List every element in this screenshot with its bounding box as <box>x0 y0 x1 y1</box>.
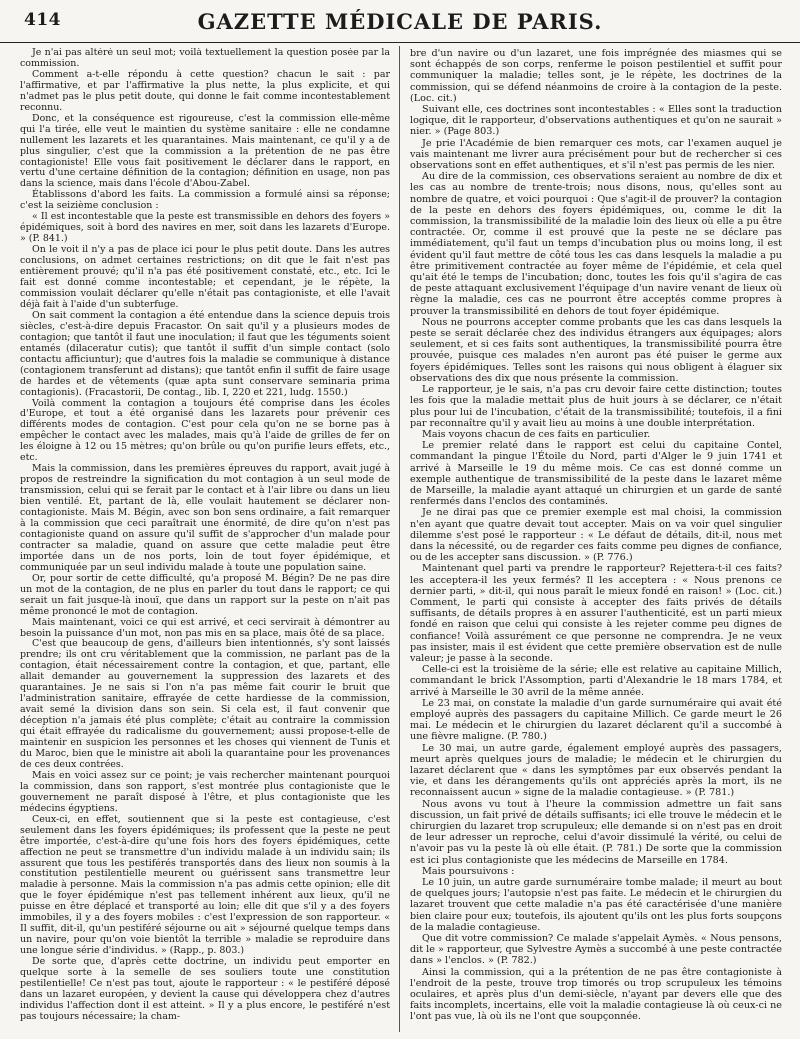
left-column <box>20 48 390 1032</box>
paragraph: Maintenant quel parti va prendre le rapporteur? Rejettera-t-il ces faits? les acceptera-il les yeux fermés? Il les acceptera : « Nous prenons ce dernier parti, » dit-il, qui nous paraît le mieux fondé en raison! » (Loc. cit.) Comment, le parti qui consiste à accepter des faits privés de détails suffisants, de détails propres à en assurer l'authenticité, est un parti mieux fondé en raison que celui qui consiste à les rejeter comme peu dignes de confiance! Voilà assurément ce que personne ne comprendra. Je ne veux pas insister, mais il est évident que cette première observation est de nulle valeur; je passe à la seconde. <box>410 563 782 664</box>
paragraph: De sorte que, d'après cette doctrine, un individu peut emporter en quelque sorte à la semelle de ses souliers toute une constitution pestilentielle! Ce n'est pas tout, ajoute le rapporteur : « le pestiféré déposé dans un lazaret européen, y devient la cause qui développera chez d'autres individus l'affection dont il est atteint. » Il y a plus encore, le pestiféré n'est pas toujours nécessaire; la cham- <box>20 956 390 1022</box>
journal-title: GAZETTE MÉDICALE DE PARIS. <box>197 9 603 34</box>
column-divider <box>399 46 400 1032</box>
paragraph: Le 10 juin, un autre garde surnuméraire tombe malade; il meurt au bout de quelques jours; l'autopsie n'est pas faite. Le médecin et le chirurgien du lazaret trouvent que cette maladie n'a pas été caractérisée d'une manière bien claire pour eux; toutefois, ils ajoutent qu'ils ont les plus forts soupçons de la maladie contagieuse. <box>410 877 782 933</box>
paragraph: Le rapporteur, je le sais, n'a pas cru devoir faire cette distinction; toutes les fois que la maladie mettait plus de huit jours à se déclarer, ce n'était plus pour lui de l'incubation, c'était de la transmissibilité; toutefois, il a fini par reconnaître qu'il y avait lieu au moins à une double interprétation. <box>410 384 782 429</box>
paragraph: On sait comment la contagion a été entendue dans la science depuis trois siècles, c'est-à-dire depuis Fracastor. On sait qu'il y a plusieurs modes de contagion; que tantôt il faut une inoculation; il faut que les téguments soient entamés (dilaceratur cutis); que tantôt il suffit d'un simple contact (solo contactu afficiuntur); que d'autres fois la maladie se communique à distance (contagionem transferunt ad distans); que tantôt enfin il suffit de faire usage de hardes et de vêtements (quæ apta sunt conservare seminaria prima contagionis). (Fracastorii, De contag., lib. I, 220 et 221, ludg. 1550.) <box>20 309 390 398</box>
paragraph: Le 23 mai, on constate la maladie d'un garde surnuméraire qui avait été employé auprès des passagers du capitaine Millich. Ce garde meurt le 26 mai. Le médecin et le chirurgien du lazaret déclarent qu'il a succombé à une fièvre maligne. (P. 780.) <box>410 697 782 743</box>
paragraph: Que dit votre commission? Ce malade s'appelait Aymès. « Nous pensons, dit le » rapporteur, que Sylvestre Aymès a succombé à une peste contractée dans » l'enclos. » (P. 782.) <box>410 933 782 967</box>
paragraph: Comment a-t-elle répondu à cette question? chacun le sait : par l'affirmative, et par l'affirmative la plus nette, la plus explicite, et qui n'admet pas le plus petit doute, qui donne le fait comme incontestablement reconnu. <box>20 68 390 113</box>
paragraph: bre d'un navire ou d'un lazaret, une fois imprégnée des miasmes qui se sont échappés de son corps, renferme le poison pestilentiel et suffit pour communiquer la maladie; telles sont, je le répète, les doctrines de la commission, qui se défend néanmoins de croire à la contagion de la peste. (Loc. cit.) <box>410 48 782 104</box>
paragraph: Nous ne pourrons accepter comme probants que les cas dans lesquels la peste se serait déclarée chez des individus étrangers aux équipages; alors seulement, et si ces faits sont authentiques, la transmissibilité pourra être prouvée, puisque ces malades n'en auront pas été puiser le germe aux foyers épidémiques. Telles sont les raisons qui nous obligent à élaguer six observations des dix que nous présente la commission. <box>410 316 782 384</box>
paragraph: Le premier relaté dans le rapport est celui du capitaine Contel, commandant la pingue l'Étoile du Nord, parti d'Alger le 9 juin 1741 et arrivé à Marseille le 19 du même mois. Ce cas est donné comme un exemple authentique de transmissibilité de la peste dans le lazaret même de Marseille, la maladie ayant attaqué un chirurgien et un garde de santé renfermés dans l'enclos des contaminés. <box>410 440 782 508</box>
paragraph: Je prie l'Académie de bien remarquer ces mots, car l'examen auquel je vais maintenant me livrer aura précisément pour but de rechercher si ces observations sont en effet authentiques, et s'il n'est pas permis de les nier. <box>410 137 782 172</box>
paragraph: Je n'ai pas altéré un seul mot; voilà textuellement la question posée par la commission. <box>20 48 390 69</box>
paragraph: Or, pour sortir de cette difficulté, qu'a proposé M. Bégin? De ne pas dire un mot de la contagion, de ne plus en parler du tout dans le rapport; ce qui serait un fait jusque-là inouï, que dans un rapport sur la peste on n'ait pas même prononcé le mot de contagion. <box>20 572 390 617</box>
paragraph: Le 30 mai, un autre garde, également employé auprès des passagers, meurt après quelques jours de maladie; le médecin et le chirurgien du lazaret déclarent que « dans les symptômes par eux observés pendant la vie, et dans les dérangements qu'ils ont appréciés après la mort, ils ne reconnaissent aucun » signe de la maladie contagieuse. » (P. 781.) <box>410 742 782 799</box>
paragraph: Mais maintenant, voici ce qui est arrivé, et ceci servirait à démontrer au besoin la puissance d'un mot, non pas mis en sa place, mais ôté de sa place. <box>20 616 390 639</box>
paragraph: Donc, et la conséquence est rigoureuse, c'est la commission elle-même qui l'a tirée, elle veut le maintien du système sanitaire : elle ne condamne nullement les lazarets et les quarantaines. Mais maintenant, ce qu'il y a de plus singulier, c'est que la commission a la prétention de ne pas être contagioniste! Elle vous fait positivement le déclarer dans le rapport, en vertu d'une certaine définition de la contagion; définition en usage, non pas dans la science, mais dans l'école d'Abou-Zabel. <box>20 112 390 190</box>
masthead <box>0 0 800 43</box>
paragraph: Établissons d'abord les faits. La commission a formulé ainsi sa réponse; c'est la seizième conclusion : <box>20 189 390 212</box>
paragraph: Ainsi la commission, qui a la prétention de ne pas être contagioniste à l'endroit de la peste, trouve trop timorés ou trop scrupuleux les témoins oculaires, et après plus d'un demi-siècle, n'ayant par devers elle que des faits incomplets, incertains, elle voit la maladie contagieuse là où ceux-ci ne l'ont pas vue, là où ils ne l'ont que soupçonnée. <box>410 966 782 1023</box>
quotation: « Il est incontestable que la peste est transmissible en dehors des foyers » épidémiques, soit à bord des navires en mer, soit dans les lazarets d'Europe. » (P. 841.) <box>20 211 390 245</box>
paragraph: Celle-ci est la troisième de la série; elle est relative au capitaine Millich, commandant le brick l'Assomption, parti d'Alexandrie le 18 mars 1784, et arrivé à Marseille le 30 avril de la même année. <box>410 664 782 698</box>
paragraph: Mais poursuivons : <box>422 865 515 877</box>
paragraph: Nous avons vu tout à l'heure la commission admettre un fait sans discussion, un fait privé de détails suffisants; ici elle trouve le médecin et le chirurgien du lazaret trop scrupuleux; elle demande si on n'est pas en droit de leur adresser un reproche, celui d'avoir dissimulé la vérité, ou celui de n'avoir pas vu la peste là où elle était. (P. 781.) De sorte que la commission est ici plus contagioniste que les médecins de Marseille en 1784. <box>410 798 782 866</box>
right-column <box>410 48 782 1032</box>
paragraph: On le voit il n'y a pas de place ici pour le plus petit doute. Dans les autres conclusions, on admet certaines restrictions; on dit que le fait n'est pas entièrement prouvé; qu'il n'a pas été positivement constaté, etc., etc. Ici le fait est donné comme incontestable; et cependant, je le répète, la commission voulait déclarer qu'elle n'était pas contagioniste, et elle l'avait déjà fait à l'aide d'un subterfuge. <box>20 244 390 310</box>
paragraph: Ceux-ci, en effet, soutiennent que si la peste est contagieuse, c'est seulement dans les foyers épidémiques; ils professent que la peste ne peut être importée, c'est-à-dire qu'une fois hors des foyers épidémiques, cette affection ne peut se transmettre d'un individu malade à un individu sain; ils assurent que tous les pestiférés transportés dans des lieux non soumis à la constitution pestilentielle meurent ou guérissent sans transmettre leur maladie à personne. Mais la commission n'a pas admis cette opinion; elle dit que le foyer épidémique n'est pas tellement inhérent aux lieux, qu'il ne puisse en être déplacé et transporté au loin; elle dit que s'il y a des foyers immobiles, il y a des foyers mobiles : c'est l'expression de son rapporteur. « Il suffit, dit-il, qu'un pestiféré séjourne ou ait » séjourné quelque temps dans un navire, pour qu'on voie bientôt la terrible » maladie se reproduire dans une longue série d'individus. » (Rapp., p. 803.) <box>20 813 390 957</box>
paragraph: Mais en voici assez sur ce point; je vais rechercher maintenant pourquoi la commission, dans son rapport, s'est montrée plus contagioniste que le gouvernement ne paraît disposé à l'être, et plus contagioniste que les médecins égyptiens. <box>20 769 390 814</box>
paragraph: Mais la commission, dans les premières épreuves du rapport, avait jugé à propos de restreindre la signification du mot contagion à un seul mode de transmission, celui qui se ferait par le contact et à l'air libre ou dans un lieu bien ventilé. Et, partant de là, elle voulait hautement se déclarer non-contagioniste. Mais M. Bégin, avec son bon sens ordinaire, a fait remarquer à la commission que ceci paraîtrait une énormité, de dire qu'on n'est pas contagioniste quand on assure qu'il suffit de s'approcher d'un malade pour contracter sa maladie, quand on assure que cette maladie peut être importée dans un de nos ports, loin de tout foyer épidémique, et communiquée par un seul individu malade à toute une population saine. <box>20 463 390 573</box>
page-number: 414 <box>24 10 61 30</box>
paragraph: Mais voyons chacun de ces faits en particulier. <box>422 428 651 440</box>
paragraph: Voilà comment la contagion a toujours été comprise dans les écoles d'Europe, et tout a été organisé dans les lazarets pour prévenir ces différents modes de contagion. C'est pour cela qu'on ne se borne pas à empêcher le contact avec les malades, mais qu'à l'aide de grilles de fer on les éloigne à 12 ou 15 mètres; qu'on brûle ou qu'on purifie leurs effets, etc., etc. <box>20 397 390 464</box>
paragraph: Je ne dirai pas que ce premier exemple est mal choisi, la commission n'en ayant que quatre devait tout accepter. Mais on va voir quel singulier dilemme s'est posé le rapporteur : « Le défaut de détails, dit-il, nous met dans la nécessité, ou de regarder ces faits comme peu dignes de confiance, ou de les accepter sans discussion. » (P. 776.) <box>410 507 782 564</box>
paragraph: Suivant elle, ces doctrines sont incontestables : « Elles sont la traduction logique, dit le rapporteur, d'observations authentiques et qu'on ne saurait » nier. » (Page 803.) <box>410 104 782 138</box>
paragraph: C'est que beaucoup de gens, d'ailleurs bien intentionnés, s'y sont laissés prendre; ils ont cru véritablement que la commission, ne parlant pas de la contagion, était nécessairement contre la contagion, et que, partant, elle allait demander au gouvernement la suppression des lazarets et des quarantaines. Je ne sais si l'on n'a pas même fait courir le bruit que l'administration sanitaire, effrayée de cette hardiesse de la commission, avait semé la division dans son sein. Si cela est, il faut convenir que déception n'a jamais été plus complète; c'était au contraire la commission qui était effrayée du radicalisme du gouvernement; aussi propose-t-elle de maintenir en suspicion les personnes et les choses qui viennent de Tunis et du Maroc, bien que le ministre ait aboli la quarantaine pour les provenances de ces deux contrées. <box>20 638 390 770</box>
paragraph: Au dire de la commission, ces observations seraient au nombre de dix et les cas au nombre de trente-trois; nous disons, nous, qu'elles sont au nombre de quatre, et voici pourquoi : Que s'agit-il de prouver? la contagion de la peste en dehors des foyers épidémiques, ou, comme le dit la commission, la transmissibilité de la maladie loin des lieux où elle a pu être contractée. Or, comme il est prouvé que la peste ne se déclare pas immédiatement, qu'il faut un temps d'incubation plus ou moins long, il est évident qu'il faut mettre de côté tous les cas dans lesquels la maladie a pu être primitivement contractée au foyer même de l'épidémie, et cela quel qu'ait été le temps de l'incubation; donc, toutes les fois qu'il s'agira de cas de peste attaquant exclusivement l'équipage d'un navire venant de lieux où règne la maladie, ces cas ne pourront être acceptés comme propres à prouver la transmissibilité en dehors de tout foyer épidémique. <box>410 171 782 317</box>
